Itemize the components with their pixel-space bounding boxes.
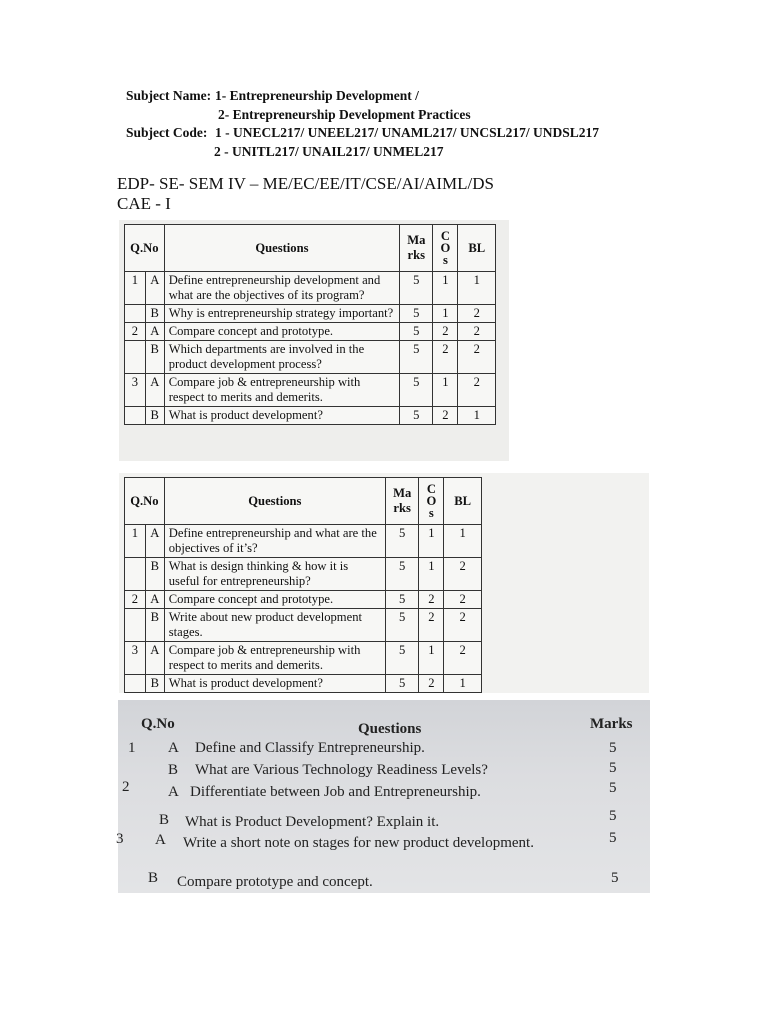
course-line: EDP- SE- SEM IV – ME/EC/EE/IT/CSE/AI/AIML/DS (117, 174, 494, 193)
header-marks-a: Ma (393, 486, 412, 500)
photo-row-sub: A (168, 740, 179, 756)
table-row (125, 341, 496, 374)
table-row (125, 374, 496, 407)
row-marks: 5 (400, 272, 433, 305)
row-bl: 2 (444, 609, 482, 642)
header-cos-a: C (440, 229, 450, 243)
header-marks-b: rks (393, 501, 411, 515)
header-qno: Q.No (125, 225, 165, 272)
header-cos (419, 478, 444, 525)
row-marks: 5 (400, 341, 433, 374)
photo-row-marks: 5 (609, 760, 617, 776)
row-sub: B (145, 305, 164, 323)
row-bl: 2 (458, 305, 496, 323)
row-co: 2 (419, 609, 444, 642)
row-qno: 3 (125, 642, 146, 675)
header-bl: BL (444, 478, 482, 525)
row-qno (125, 609, 146, 642)
row-question: Define entrepreneurship development and what are the objectives of its program? (164, 272, 399, 305)
row-marks: 5 (385, 558, 418, 591)
row-co: 1 (419, 558, 444, 591)
row-sub: B (145, 407, 164, 425)
exam-line: CAE - I (117, 194, 171, 213)
row-sub: B (145, 675, 164, 693)
table-row (125, 407, 496, 425)
photo-row-sub: B (168, 762, 179, 778)
photo-row-marks: 5 (609, 740, 617, 756)
row-qno (125, 341, 146, 374)
question-table-2-photo (119, 473, 649, 693)
row-marks: 5 (400, 323, 433, 341)
row-sub: A (145, 525, 164, 558)
row-marks: 5 (400, 407, 433, 425)
subject-name-line (126, 87, 599, 106)
row-bl: 2 (458, 374, 496, 407)
header-cos (433, 225, 458, 272)
row-question: Write about new product development stages. (164, 609, 385, 642)
subject-code-2: 2 - UNITL217/ UNAIL217/ UNMEL217 (214, 143, 444, 159)
header-questions: Questions (164, 478, 385, 525)
question-table-3-photo (118, 700, 650, 893)
row-qno: 1 (125, 525, 146, 558)
header-marks (400, 225, 433, 272)
row-sub: A (145, 642, 164, 675)
header-marks-a: Ma (407, 233, 426, 247)
row-question: Which departments are involved in the product development process? (164, 341, 399, 374)
header-questions: Questions (164, 225, 399, 272)
photo-header-qno: Q.No (141, 716, 175, 732)
row-qno (125, 407, 146, 425)
row-marks: 5 (385, 525, 418, 558)
table-row (125, 272, 496, 305)
question-table-2 (124, 477, 482, 693)
row-qno (125, 675, 146, 693)
photo-row-question: Compare prototype and concept. (177, 874, 373, 890)
photo-row-question: Differentiate between Job and Entrepreneurship. (190, 784, 481, 800)
photo-row-question: What is Product Development? Explain it. (185, 814, 440, 830)
photo-row-marks: 5 (611, 870, 619, 886)
question-table-1 (124, 224, 496, 425)
photo-header-marks: Marks (590, 716, 633, 732)
row-marks: 5 (385, 675, 418, 693)
table-row (125, 591, 482, 609)
subject-name-label: Subject Name: (126, 88, 212, 103)
row-qno (125, 558, 146, 591)
row-sub: B (145, 558, 164, 591)
subject-name-1: 1- Entrepreneurship Development / (215, 88, 419, 103)
header-cos-b: O (426, 494, 437, 508)
photo-row-marks: 5 (609, 780, 617, 796)
row-co: 2 (433, 341, 458, 374)
subject-code-line (126, 124, 599, 143)
row-co: 2 (433, 323, 458, 341)
header-bl: BL (458, 225, 496, 272)
table-row (125, 323, 496, 341)
row-co: 1 (419, 525, 444, 558)
row-question: Compare job & entrepreneurship with respect to merits and demerits. (164, 642, 385, 675)
row-question: What is product development? (164, 675, 385, 693)
row-marks: 5 (400, 305, 433, 323)
header-qno: Q.No (125, 478, 165, 525)
row-qno: 2 (125, 323, 146, 341)
row-co: 2 (419, 675, 444, 693)
table-row (125, 558, 482, 591)
table-row (125, 609, 482, 642)
row-marks: 5 (400, 374, 433, 407)
table-row (125, 525, 482, 558)
row-co: 1 (433, 305, 458, 323)
subject-code-label: Subject Code: (126, 125, 208, 140)
table-row (125, 305, 496, 323)
photo-row-sub: A (155, 832, 166, 848)
row-sub: A (145, 272, 164, 305)
course-info (117, 174, 494, 214)
row-qno (125, 305, 146, 323)
subject-code-1: 1 - UNECL217/ UNEEL217/ UNAML217/ UNCSL217/ UNDSL217 (215, 125, 600, 140)
row-sub: A (145, 323, 164, 341)
row-bl: 1 (458, 407, 496, 425)
row-question: Compare concept and prototype. (164, 323, 399, 341)
photo-row-sub: B (159, 812, 170, 828)
row-bl: 1 (444, 675, 482, 693)
photo-row-marks: 5 (609, 830, 617, 846)
header-cos-c: s (428, 506, 434, 520)
row-bl: 2 (458, 341, 496, 374)
row-qno: 2 (125, 591, 146, 609)
table-header-row (125, 478, 482, 525)
row-sub: B (145, 341, 164, 374)
row-qno: 1 (125, 272, 146, 305)
row-bl: 1 (458, 272, 496, 305)
row-marks: 5 (385, 609, 418, 642)
photo-header-questions: Questions (358, 721, 422, 737)
row-co: 2 (433, 407, 458, 425)
row-bl: 1 (444, 525, 482, 558)
row-co: 2 (419, 591, 444, 609)
row-question: Compare job & entrepreneurship with respect to merits and demerits. (164, 374, 399, 407)
photo-row-question: What are Various Technology Readiness Levels? (195, 762, 488, 778)
row-question: What is product development? (164, 407, 399, 425)
row-bl: 2 (444, 642, 482, 675)
header-marks-b: rks (407, 248, 426, 262)
row-sub: A (145, 374, 164, 407)
row-qno: 3 (125, 374, 146, 407)
row-bl: 2 (458, 323, 496, 341)
photo-row-question: Define and Classify Entrepreneurship. (195, 740, 425, 756)
row-bl: 2 (444, 591, 482, 609)
row-question: Define entrepreneurship and what are the objectives of it’s? (164, 525, 385, 558)
photo-row-qno: 1 (128, 740, 136, 756)
row-marks: 5 (385, 642, 418, 675)
row-bl: 2 (444, 558, 482, 591)
photo-row-sub: A (168, 784, 179, 800)
table-header-row (125, 225, 496, 272)
header-marks (385, 478, 418, 525)
photo-row-sub: B (148, 870, 159, 886)
row-sub: A (145, 591, 164, 609)
row-question: Why is entrepreneurship strategy important? (164, 305, 399, 323)
photo-row-question: Write a short note on stages for new product development. (183, 835, 534, 851)
row-co: 1 (419, 642, 444, 675)
row-question: What is design thinking & how it is useful for entrepreneurship? (164, 558, 385, 591)
photo-row-marks: 5 (609, 808, 617, 824)
header-cos-b: O (440, 241, 451, 255)
subject-name-2: 2- Entrepreneurship Development Practices (218, 106, 471, 122)
row-co: 1 (433, 272, 458, 305)
photo-row-qno: 2 (122, 779, 130, 795)
photo-row-qno: 3 (116, 831, 124, 847)
row-sub: B (145, 609, 164, 642)
question-table-1-photo (119, 220, 509, 461)
row-marks: 5 (385, 591, 418, 609)
row-co: 1 (433, 374, 458, 407)
header-cos-a: C (426, 482, 436, 496)
table-row (125, 675, 482, 693)
header-cos-c: s (443, 253, 448, 267)
table-row (125, 642, 482, 675)
document-header (126, 87, 599, 161)
row-question: Compare concept and prototype. (164, 591, 385, 609)
